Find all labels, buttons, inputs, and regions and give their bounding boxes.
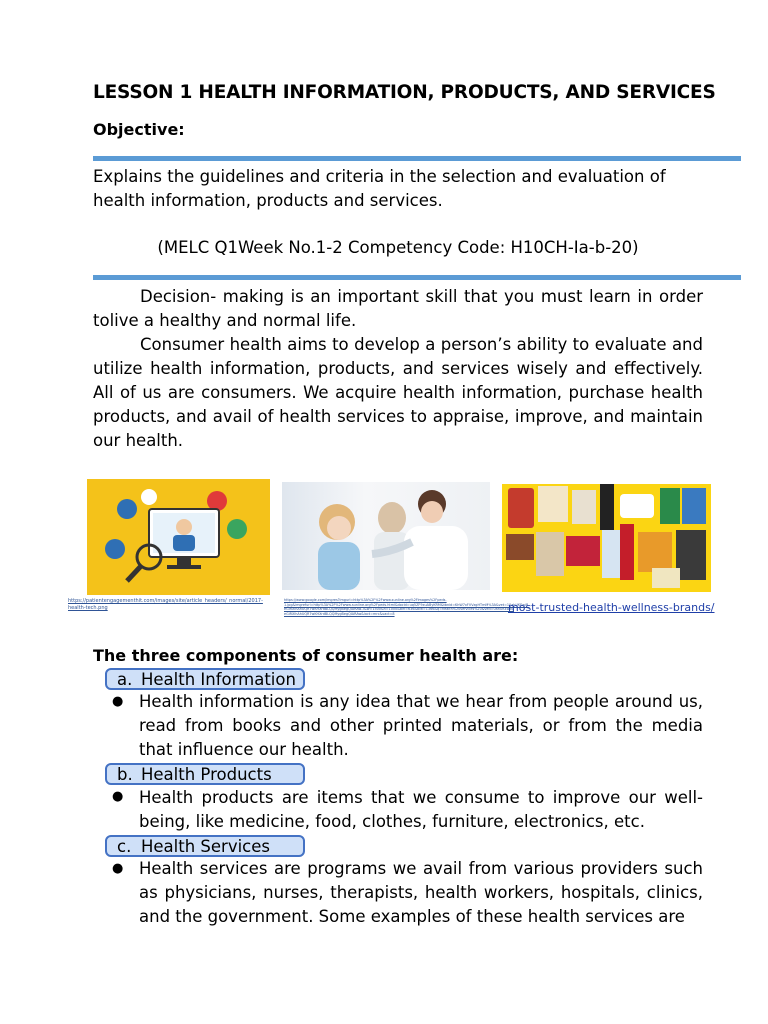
divider-bottom <box>93 275 741 280</box>
component-description: Health services are programs we avail from various providers such as physicians, nurses, therapists, health workers, hospitals, clinics, and the government. Some examples of these health services are <box>139 859 703 926</box>
health-tech-image <box>87 479 270 595</box>
doctor-child-image <box>282 482 490 590</box>
intro-paragraphs <box>93 285 703 453</box>
bullet-icon: ● <box>112 694 124 709</box>
component-label: Health Products <box>141 765 272 784</box>
objective-text: Explains the guidelines and criteria in the selection and evaluation of health information, products and services. <box>93 167 666 210</box>
lesson-title: LESSON 1 HEALTH INFORMATION, PRODUCTS, AND SERVICES <box>93 82 716 103</box>
component-letter: a. <box>117 670 133 689</box>
objective-label: Objective: <box>93 120 185 139</box>
melc-code: (MELC Q1Week No.1-2 Competency Code: H10CH-Ia-b-20) <box>157 238 639 257</box>
component-label: Health Information <box>141 670 296 689</box>
bullet-icon: ● <box>112 789 124 804</box>
component-label: Health Services <box>141 837 271 856</box>
divider-top <box>93 156 741 161</box>
image-caption-link[interactable]: most-trusted-health-wellness-brands/ <box>508 601 715 614</box>
image-caption-link[interactable]: https://patientengagementhit.com/images/site/article_headers/_normal/2017-health-tech.png <box>68 598 263 611</box>
bullet-icon: ● <box>112 861 124 876</box>
component-description: Health products are items that we consume to improve our well-being, like medicine, food, clothes, furniture, electronics, etc. <box>139 788 703 831</box>
paragraph: Consumer health aims to develop a person’s ability to evaluate and utilize health information, products, and services wisely and effectively. All of us are consumers. We acquire health information, purchase health products, and avail of health services to appraise, improve, and maintain our health. <box>93 335 703 450</box>
component-letter: c. <box>117 837 132 856</box>
component-description: Health information is any idea that we hear from people around us, read from books and other printed materials, or from the media that influence our health. <box>139 692 703 759</box>
component-letter: b. <box>117 765 133 784</box>
health-products-image <box>502 484 711 592</box>
component-label-box <box>105 763 305 785</box>
component-label-box <box>105 835 305 857</box>
components-heading: The three components of consumer health are: <box>93 646 519 665</box>
paragraph: Decision- making is an important skill that you must learn in order tolive a healthy and normal life. <box>93 287 703 330</box>
component-label-box <box>105 668 305 690</box>
image-caption-link[interactable]: https://www.google.com/imgres?imgurl=http%3A%2F%2Fwww.sunline.org%2Fimages%2Fpeds-1.jpg&imgrefurl=http%3A%2F%2Fwww.sunline.org%2Fpeds.html&docid=uq5ZF9xuAByKRM&tbnid=KhW7xFVVzgHTmM%3A&vet=10ahUKEwiB-eGiRXlhAhUQR7wKHXrdBLQQMygBegQIARAw..i&w=1500&h=1000&bih=636&biw=1366&q=health%20services%20&ved=0ahUKEwiB-eGiRXlhAhUQR7wKHXrdBLQQMygBegQIARAw&iact=mrc&uact=8 <box>284 598 530 616</box>
